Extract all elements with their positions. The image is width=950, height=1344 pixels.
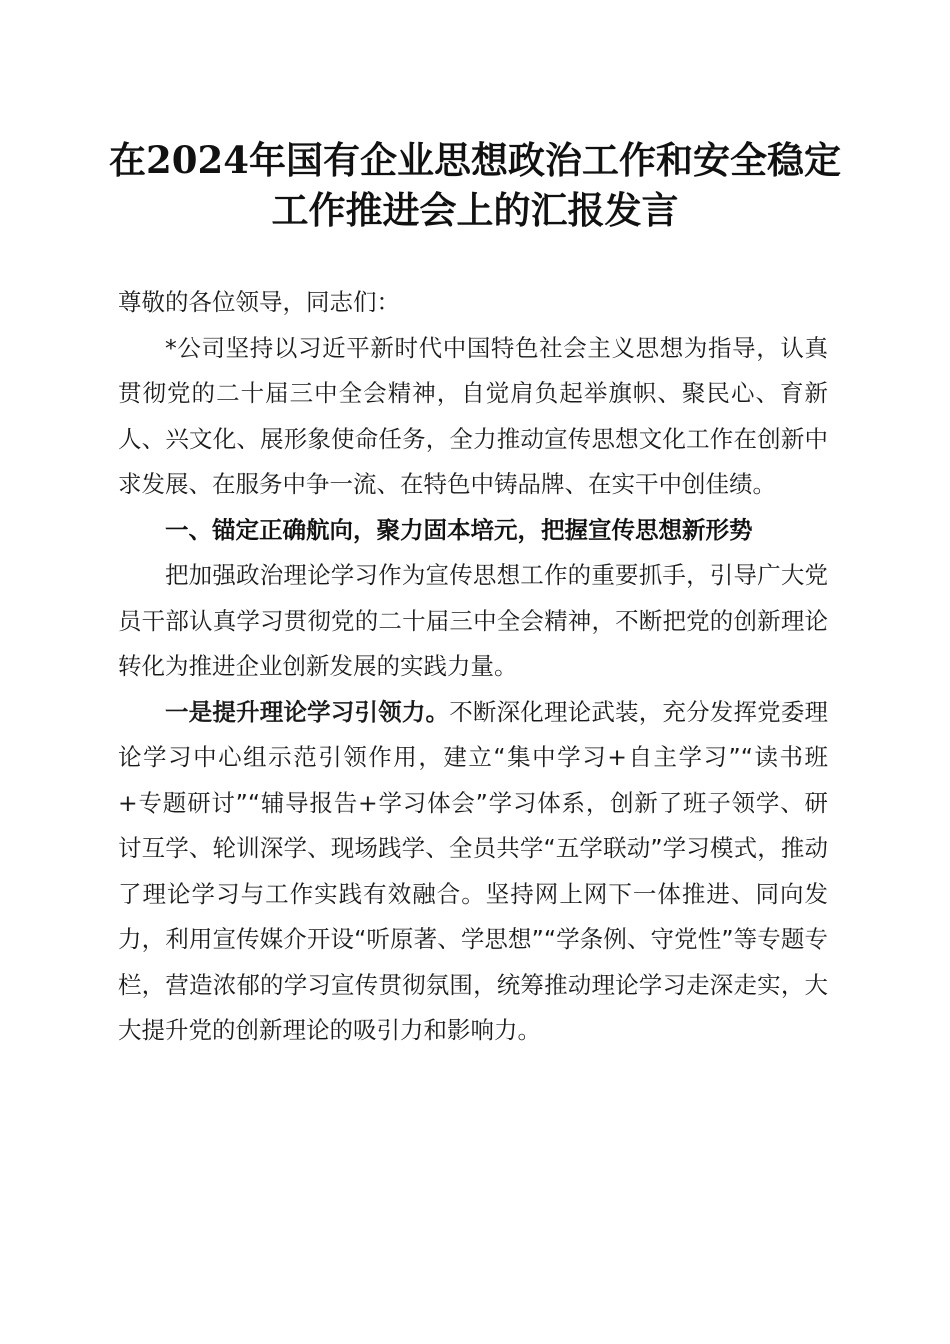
section-1-heading: 一、锚定正确航向，聚力固本培元，把握宣传思想新形势 (165, 515, 753, 544)
item-1-body: 不断深化理论武装，充分发挥党委理论学习中心组示范引领作用，建立“集中学习+自主学习”“读书班+专题研讨”“辅导报告+学习体会”学习体系，创新了班子领学、研讨互学、轮训深学、现场践学、全员共学“五学联动”学习模式，推动了理论学习与工作实践有效融合。坚持网上网下一体推进、同向发力，利用宣传媒介开设“听原著、学思想”“学条例、守党性”等专题专栏，营造浓郁的学习宣传贯彻氛围，统筹推动理论学习走深走实，大大提升党的创新理论的吸引力和影响力。 (118, 697, 829, 1044)
item-1-lead: 一是提升理论学习引领力。 (165, 697, 450, 726)
intro-paragraph: *公司坚持以习近平新时代中国特色社会主义思想为指导，认真贯彻党的二十届三中全会精神，自觉肩负起举旗帜、聚民心、育新人、兴文化、展形象使命任务，全力推动宣传思想文化工作在创新中求发展、在服务中争一流、在特色中铸品牌、在实干中创佳绩。 (118, 333, 828, 498)
document-title-line-1: 在2024年国有企业思想政治工作和安全稳定 (109, 138, 841, 182)
salutation: 尊敬的各位领导，同志们： (118, 288, 400, 316)
document-body (118, 280, 828, 1054)
item-1-paragraph (118, 690, 828, 1054)
document-title-line-2: 工作推进会上的汇报发言 (271, 188, 679, 232)
section-1-paragraph: 把加强政治理论学习作为宣传思想工作的重要抓手，引导广大党员干部认真学习贯彻党的二十届三中全会精神，不断把党的创新理论转化为推进企业创新发展的实践力量。 (118, 561, 828, 680)
